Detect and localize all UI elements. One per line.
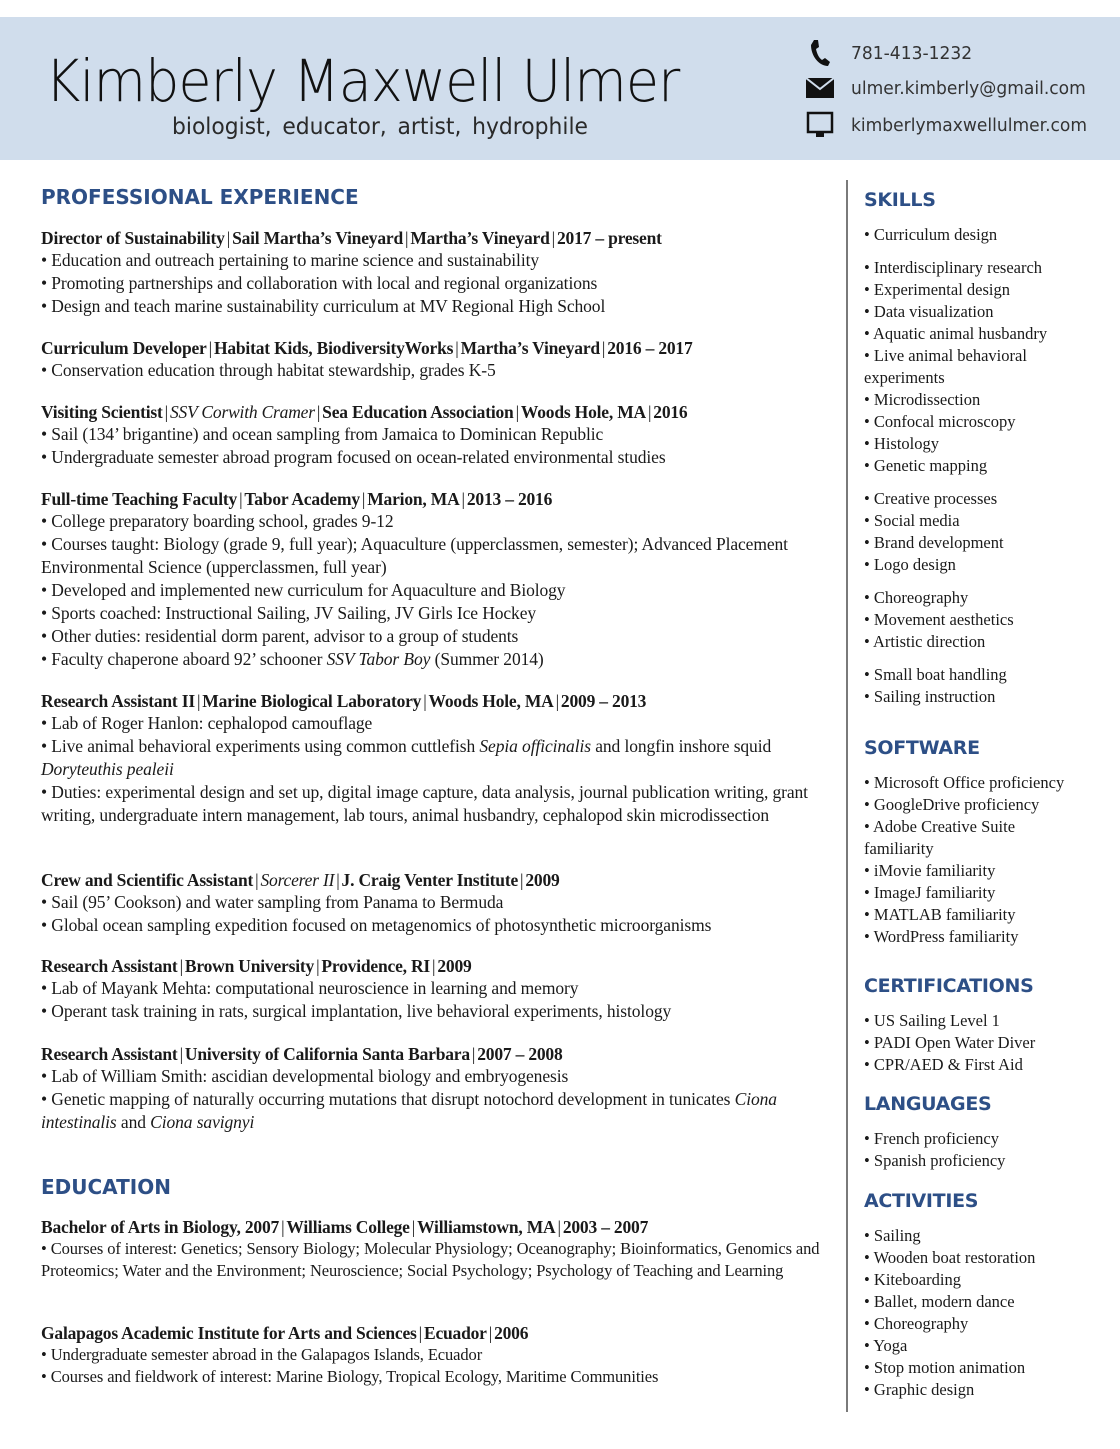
job-bullet: • Education and outreach pertaining to marine science and sustainability bbox=[41, 250, 539, 270]
job-role: Director of Sustainability bbox=[41, 228, 225, 248]
job-role: Research Assistant bbox=[41, 956, 178, 976]
job-location: Providence, RI bbox=[321, 956, 431, 976]
contact-website[interactable] bbox=[805, 108, 1099, 142]
skill-item: • Choreography bbox=[864, 588, 969, 607]
section-title-experience: PROFESSIONAL EXPERIENCE bbox=[41, 185, 359, 209]
activity-item: • Ballet, modern dance bbox=[864, 1292, 1015, 1311]
institution: Williams College bbox=[286, 1217, 410, 1237]
job-bullet: • Courses taught: Biology (grade 9, full year); Aquaculture (upperclassmen, semester); Advanced Placement Environmental Science (upperclassmen, full year) bbox=[41, 534, 788, 577]
section-title-certifications: CERTIFICATIONS bbox=[864, 975, 1034, 997]
activity-item: • Graphic design bbox=[864, 1380, 975, 1399]
job-dates: 2009 bbox=[525, 870, 560, 890]
job-heading: Research Assistant | University of California Santa Barbara | 2007 – 2008 bbox=[41, 1044, 563, 1064]
education-bullet: • Undergraduate semester abroad in the Galapagos Islands, Ecuador bbox=[41, 1345, 483, 1364]
skill-item: • Creative processes bbox=[864, 489, 998, 508]
job-bullet: • Global ocean sampling expedition focused on metagenomics of photosynthetic microorganisms bbox=[41, 915, 712, 935]
phone-icon bbox=[805, 38, 835, 68]
degree: Bachelor of Arts in Biology, 2007 bbox=[41, 1217, 280, 1237]
job-bullet: • Conservation education through habitat stewardship, grades K-5 bbox=[41, 360, 496, 380]
job-bullet: • Lab of William Smith: ascidian developmental biology and embryogenesis bbox=[41, 1066, 569, 1086]
job-dates: 2009 bbox=[437, 956, 472, 976]
certification-item: • US Sailing Level 1 bbox=[864, 1011, 1000, 1030]
vessel-name: SSV Tabor Boy bbox=[326, 649, 431, 669]
job-org: Habitat Kids, BiodiversityWorks bbox=[213, 338, 454, 358]
edu-location: Ecuador bbox=[423, 1323, 487, 1343]
software-item: • GoogleDrive proficiency bbox=[864, 795, 1040, 814]
job-org: Sail Martha’s Vineyard bbox=[232, 228, 403, 248]
job-bullet: • Lab of Roger Hanlon: cephalopod camouflage bbox=[41, 713, 373, 733]
job-bullet: • Sail (95’ Cookson) and water sampling from Panama to Bermuda bbox=[41, 892, 504, 912]
activity-item: • Wooden boat restoration bbox=[864, 1248, 1036, 1267]
job-dates: 2017 – present bbox=[556, 228, 662, 248]
job-org: Sea Education Association bbox=[322, 402, 514, 422]
education-bullet: • Courses of interest: Genetics; Sensory Biology; Molecular Physiology; Oceanography; Bioinformatics, Genomics and Proteomics; Water and the Environment; Neuroscience; Social Psychology; Psychology of Teaching and Learning bbox=[41, 1239, 820, 1280]
skills-list bbox=[864, 224, 1104, 708]
job-role: Crew and Scientific Assistant bbox=[41, 870, 254, 890]
job-org: J. Craig Venter Institute bbox=[341, 870, 519, 890]
skill-item: • Movement aesthetics bbox=[864, 610, 1014, 629]
job-bullet: • Promoting partnerships and collaboration with local and regional organizations bbox=[41, 273, 598, 293]
job-bullet: • Developed and implemented new curriculum for Aquaculture and Biology bbox=[41, 580, 566, 600]
job-role: Curriculum Developer bbox=[41, 338, 207, 358]
education-entry bbox=[41, 1322, 831, 1388]
edu-dates: 2006 bbox=[494, 1323, 529, 1343]
job-heading: Research Assistant | Brown University | Providence, RI | 2009 bbox=[41, 956, 472, 976]
skill-item: • Data visualization bbox=[864, 302, 994, 321]
job-entry bbox=[41, 337, 831, 382]
edu-dates: 2003 – 2007 bbox=[562, 1217, 649, 1237]
person-name: Kimberly Maxwell Ulmer bbox=[45, 47, 680, 115]
phone-number: 781-413-1232 bbox=[851, 42, 973, 64]
job-heading: Visiting Scientist | SSV Corwith Cramer | Sea Education Association | Woods Hole, MA | 2016 bbox=[41, 402, 688, 422]
skill-item: • Microdissection bbox=[864, 390, 981, 409]
skill-item: • Logo design bbox=[864, 555, 956, 574]
bullet-text: (Summer 2014) bbox=[430, 649, 544, 669]
vessel-name: Sorcerer II bbox=[260, 870, 335, 890]
certification-item: • CPR/AED & First Aid bbox=[864, 1055, 1023, 1074]
job-entry bbox=[41, 401, 831, 469]
job-dates: 2007 – 2008 bbox=[477, 1044, 563, 1064]
envelope-icon bbox=[805, 73, 835, 103]
education-bullet: • Courses and fieldwork of interest: Marine Biology, Tropical Ecology, Maritime Communities bbox=[41, 1367, 659, 1386]
species-name: Doryteuthis pealeii bbox=[41, 759, 174, 779]
skill-item: • Live animal behavioral experiments bbox=[864, 346, 1027, 387]
education-heading: Galapagos Academic Institute for Arts and Sciences | Ecuador | 2006 bbox=[41, 1323, 529, 1343]
certification-item: • PADI Open Water Diver bbox=[864, 1033, 1036, 1052]
species-name: Ciona intestinalis bbox=[41, 1089, 777, 1132]
activity-item: • Kiteboarding bbox=[864, 1270, 961, 1289]
skill-item: • Interdisciplinary research bbox=[864, 258, 1043, 277]
job-location: Woods Hole, MA bbox=[428, 691, 554, 711]
job-entry bbox=[41, 488, 831, 671]
job-entry bbox=[41, 690, 831, 827]
bullet-text: • Genetic mapping of naturally occurring mutations that disrupt notochord development in tunicates bbox=[41, 1089, 735, 1109]
email-address: ulmer.kimberly@gmail.com bbox=[851, 77, 1086, 99]
job-location: Martha’s Vineyard bbox=[410, 228, 550, 248]
job-bullet bbox=[41, 1088, 831, 1134]
education-heading: Bachelor of Arts in Biology, 2007 | Williams College | Williamstown, MA | 2003 – 2007 bbox=[41, 1217, 649, 1237]
job-dates: 2016 – 2017 bbox=[607, 338, 693, 358]
species-name: Sepia officinalis bbox=[479, 736, 591, 756]
skill-item: • Brand development bbox=[864, 533, 1004, 552]
skill-item: • Aquatic animal husbandry bbox=[864, 324, 1048, 343]
skill-item: • Confocal microscopy bbox=[864, 412, 1016, 431]
certifications-list bbox=[864, 1010, 1104, 1076]
job-bullet: • Undergraduate semester abroad program focused on ocean-related environmental studies bbox=[41, 447, 666, 467]
job-bullet: • Sail (134’ brigantine) and ocean sampling from Jamaica to Dominican Republic bbox=[41, 424, 604, 444]
languages-list bbox=[864, 1128, 1104, 1172]
section-title-software: SOFTWARE bbox=[864, 737, 980, 759]
activity-item: • Yoga bbox=[864, 1336, 908, 1355]
job-org: University of California Santa Barbara bbox=[184, 1044, 470, 1064]
website-url: kimberlymaxwellulmer.com bbox=[851, 114, 1088, 136]
job-bullet bbox=[41, 735, 831, 781]
section-title-languages: LANGUAGES bbox=[864, 1093, 992, 1115]
job-bullet: • Duties: experimental design and set up, digital image capture, data analysis, journal publication writing, grant writing, undergraduate intern management, lab tours, animal husbandry, cephalopod skin microdissection bbox=[41, 782, 808, 825]
job-dates: 2013 – 2016 bbox=[466, 489, 553, 509]
job-bullet: • Operant task training in rats, surgical implantation, live behavioral experiments, histology bbox=[41, 1001, 672, 1021]
activity-item: • Sailing bbox=[864, 1226, 921, 1245]
job-bullet: • College preparatory boarding school, grades 9-12 bbox=[41, 511, 394, 531]
job-role: Full-time Teaching Faculty bbox=[41, 489, 238, 509]
job-heading: Full-time Teaching Faculty | Tabor Academy | Marion, MA | 2013 – 2016 bbox=[41, 489, 553, 509]
job-heading: Curriculum Developer | Habitat Kids, BiodiversityWorks | Martha’s Vineyard | 2016 – 2017 bbox=[41, 338, 693, 358]
job-heading: Research Assistant II | Marine Biological Laboratory | Woods Hole, MA | 2009 – 2013 bbox=[41, 691, 647, 711]
contact-email[interactable] bbox=[805, 71, 1098, 105]
job-bullet: • Other duties: residential dorm parent, advisor to a group of students bbox=[41, 626, 519, 646]
job-bullet bbox=[41, 648, 831, 671]
job-bullet: • Lab of Mayank Mehta: computational neuroscience in learning and memory bbox=[41, 978, 579, 998]
language-item: • French proficiency bbox=[864, 1129, 999, 1148]
activity-item: • Choreography bbox=[864, 1314, 969, 1333]
bullet-text: and longfin inshore squid bbox=[590, 736, 772, 756]
contact-phone[interactable] bbox=[805, 36, 979, 70]
column-divider bbox=[846, 180, 848, 1412]
job-dates: 2009 – 2013 bbox=[560, 691, 647, 711]
job-dates: 2016 bbox=[653, 402, 688, 422]
vessel-name: SSV Corwith Cramer bbox=[169, 402, 315, 422]
job-entry bbox=[41, 869, 831, 937]
institution: Galapagos Academic Institute for Arts and Sciences bbox=[41, 1323, 417, 1343]
job-role: Research Assistant II bbox=[41, 691, 195, 711]
job-heading: Crew and Scientific Assistant | Sorcerer II | J. Craig Venter Institute | 2009 bbox=[41, 870, 560, 890]
software-item: • ImageJ familiarity bbox=[864, 883, 996, 902]
edu-location: Williamstown, MA bbox=[417, 1217, 556, 1237]
bullet-text: and bbox=[116, 1112, 151, 1132]
species-name: Ciona savignyi bbox=[150, 1112, 255, 1132]
skill-item: • Sailing instruction bbox=[864, 687, 996, 706]
job-role: Research Assistant bbox=[41, 1044, 178, 1064]
job-org: Tabor Academy bbox=[244, 489, 360, 509]
section-title-activities: ACTIVITIES bbox=[864, 1190, 979, 1212]
monitor-icon bbox=[805, 110, 835, 140]
skill-item: • Artistic direction bbox=[864, 632, 986, 651]
job-org: Marine Biological Laboratory bbox=[202, 691, 422, 711]
software-list bbox=[864, 772, 1104, 948]
job-role: Visiting Scientist bbox=[41, 402, 163, 422]
skill-item: • Curriculum design bbox=[864, 225, 998, 244]
skill-item: • Histology bbox=[864, 434, 939, 453]
skill-item: • Experimental design bbox=[864, 280, 1010, 299]
job-location: Woods Hole, MA bbox=[520, 402, 646, 422]
job-entry bbox=[41, 1043, 831, 1134]
skill-item: • Small boat handling bbox=[864, 665, 1007, 684]
job-entry bbox=[41, 227, 831, 318]
job-org: Brown University bbox=[184, 956, 315, 976]
software-item: • Microsoft Office proficiency bbox=[864, 773, 1065, 792]
activity-item: • Stop motion animation bbox=[864, 1358, 1026, 1377]
tagline: biologist, educator, artist, hydrophile bbox=[172, 114, 588, 140]
software-item: • WordPress familiarity bbox=[864, 927, 1019, 946]
software-item: • Adobe Creative Suite familiarity bbox=[864, 817, 1016, 858]
bullet-text: • Faculty chaperone aboard 92’ schooner bbox=[41, 649, 327, 669]
bullet-text: • Live animal behavioral experiments using common cuttlefish bbox=[41, 736, 480, 756]
job-heading: Director of Sustainability | Sail Martha’s Vineyard | Martha’s Vineyard | 2017 – present bbox=[41, 228, 662, 248]
education-entry bbox=[41, 1216, 831, 1282]
job-bullet: • Sports coached: Instructional Sailing, JV Sailing, JV Girls Ice Hockey bbox=[41, 603, 537, 623]
activities-list bbox=[864, 1225, 1104, 1401]
job-bullet: • Design and teach marine sustainability curriculum at MV Regional High School bbox=[41, 296, 606, 316]
software-item: • MATLAB familiarity bbox=[864, 905, 1016, 924]
job-location: Marion, MA bbox=[367, 489, 460, 509]
section-title-skills: SKILLS bbox=[864, 189, 936, 211]
language-item: • Spanish proficiency bbox=[864, 1151, 1006, 1170]
skill-item: • Genetic mapping bbox=[864, 456, 988, 475]
job-location: Martha’s Vineyard bbox=[460, 338, 600, 358]
section-title-education: EDUCATION bbox=[41, 1175, 171, 1199]
software-item: • iMovie familiarity bbox=[864, 861, 996, 880]
skill-item: • Social media bbox=[864, 511, 960, 530]
job-entry bbox=[41, 955, 831, 1023]
